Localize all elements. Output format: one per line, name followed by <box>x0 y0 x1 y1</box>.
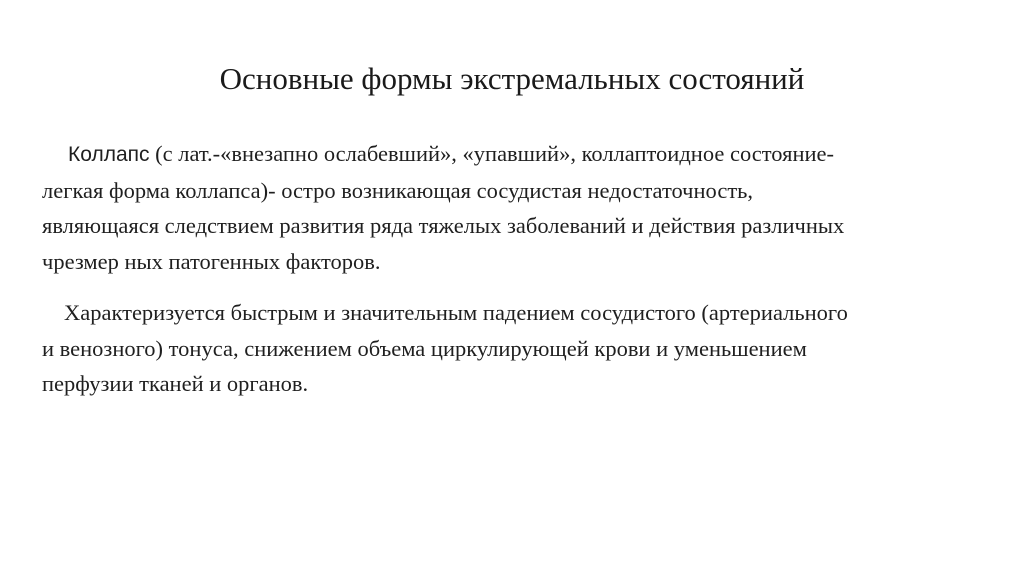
paragraph-collapse-definition <box>42 136 982 279</box>
term-collapse: Коллапс <box>68 143 150 166</box>
paragraph-line <box>42 136 982 173</box>
paragraph-line: и венозного) тонуса, снижением объема циркулирующей крови и уменьшением <box>42 335 807 361</box>
paragraph-line: являющаяся следствием развития ряда тяжелых заболеваний и действия различных <box>42 213 845 238</box>
paragraph-line: Характеризуется быстрым и значительным падением сосудистого (артериального <box>64 300 848 325</box>
slide-title: Основные формы экстремальных состояний <box>219 61 805 96</box>
paragraph-characteristics <box>42 295 982 402</box>
paragraph-line: чрезмер ных патогенных факторов. <box>42 248 381 274</box>
paragraph-line: перфузии тканей и органов. <box>42 371 309 396</box>
paragraph-line: легкая форма коллапса)- остро возникающая сосудистая недостаточность, <box>42 177 754 203</box>
definition-text: (с лат.-«внезапно ослабевший», «упавший», коллаптоидное состояние- <box>149 141 835 166</box>
